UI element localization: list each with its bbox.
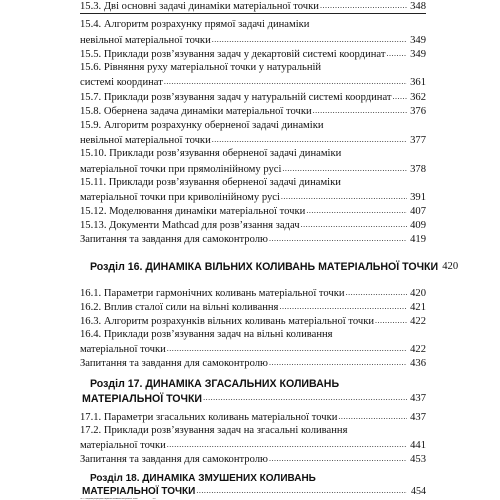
toc-entry-page: 362: [410, 92, 426, 103]
toc-entry: [80, 48, 426, 62]
toc-entry-title: 15.4. Алгоритм розрахунку прямої задачі динаміки: [80, 19, 310, 30]
toc-entry: [80, 453, 426, 467]
toc-entry-page: 348: [410, 1, 426, 12]
toc-entry-page: 436: [410, 358, 426, 369]
toc-entry-page: 422: [410, 316, 426, 327]
toc-entry-title: 15.12. Моделювання динаміки матеріальної точки: [80, 206, 306, 217]
toc-entry-title: Запитання та завдання для самоконтролю: [80, 454, 268, 465]
toc-entry: [80, 120, 426, 134]
toc-entry-title: матеріальної точки при криволінійному русі: [80, 192, 280, 203]
toc-entry-title: невільної матеріальної точки: [80, 35, 211, 46]
toc-entry-page: 441: [410, 440, 426, 451]
toc-entry: [80, 425, 426, 439]
section-page: 454: [411, 486, 426, 497]
toc-entry-title: 15.13. Документи Mathcad для розв’язання задач: [80, 220, 300, 231]
toc-entry: [80, 105, 426, 119]
dot-leader: [164, 76, 407, 88]
toc-entry-continuation: [80, 191, 426, 205]
row-divider: [80, 13, 426, 14]
toc-entry-title: 18.1. Параметри згасальних коливань матеріальної точки: [80, 498, 129, 499]
toc-entry: [80, 62, 426, 76]
toc-entry-title: 15.6. Рівняння руху матеріальної точки у натуральній: [80, 62, 322, 73]
dot-leader: [167, 343, 407, 355]
toc-entry: [80, 19, 426, 33]
toc-entry-title: Запитання та завдання для самоконтролю: [80, 358, 268, 369]
toc-entry: [80, 91, 426, 105]
toc-entry: [80, 148, 426, 162]
toc-entry: [80, 315, 426, 329]
dot-leader: [269, 357, 407, 369]
toc-entry-title: 17.1. Параметри згасальних коливань матеріальної точки: [80, 412, 338, 423]
toc-entry-page: 422: [410, 344, 426, 355]
toc-entry-page: 453: [410, 454, 426, 465]
dot-leader: [386, 48, 407, 60]
toc-entry-title: 16.4. Приклади розв’язування задач на вільні коливання: [80, 329, 333, 340]
toc-entry-title: 15.5. Приклади розв’язування задач у декартовій системі координат: [80, 49, 386, 60]
dot-leader: [196, 485, 407, 497]
dot-leader: [281, 191, 407, 203]
section-heading: [80, 378, 426, 392]
toc-entry-title: 15.11. Приклади розв’язування оберненої задачі динаміки: [80, 177, 341, 188]
toc-entry-title: 15.9. Алгоритм розрахунку оберненої задачі динаміки: [80, 120, 324, 131]
dot-leader: [167, 439, 407, 451]
toc-entry-continuation: [80, 34, 426, 48]
section-title: Розділ 16. ДИНАМІКА ВІЛЬНИХ КОЛИВАНЬ МАТЕРІАЛЬНОЇ ТОЧКИ: [90, 261, 439, 273]
toc-entry-page: 361: [410, 77, 426, 88]
toc-entry-title: 16.3. Алгоритм розрахунків вільних коливань матеріальної точки: [80, 316, 375, 327]
toc-entry-title: 17.2. Приклади розв’язування задач на згасальні коливання: [80, 425, 348, 436]
toc-entry-title: матеріальної точки: [80, 440, 166, 451]
toc-entry-title: 16.1. Параметри гармонічних коливань матеріальної точки: [80, 288, 345, 299]
toc-entry-title: 15.8. Обернена задача динаміки матеріальної точки: [80, 106, 312, 117]
toc-entry: [80, 357, 426, 371]
toc-entry-page: 437: [410, 412, 426, 423]
toc-entry-title: 15.3. Дві основні задачі динаміки матеріальної точки: [80, 1, 319, 12]
toc-entry-page: 349: [410, 49, 426, 60]
section-heading-continuation: [80, 392, 426, 406]
section-heading: [80, 260, 459, 274]
toc-entry: [80, 177, 426, 191]
section-heading-continuation: [80, 485, 426, 498]
toc-entry-page: 349: [410, 35, 426, 46]
toc-entry-title: 15.10. Приклади розв’язування оберненої задачі динаміки: [80, 148, 342, 159]
dot-leader: [313, 105, 407, 117]
dot-leader: [269, 233, 407, 245]
toc-entry-continuation: [80, 163, 426, 177]
toc-entry: [80, 205, 426, 219]
toc-entry: [80, 233, 426, 247]
toc-entry: [80, 411, 426, 425]
dot-leader: [282, 163, 407, 175]
dot-leader: [393, 91, 407, 103]
toc-entry-page: 407: [410, 206, 426, 217]
dot-leader: [212, 34, 407, 46]
toc-entry: [80, 329, 426, 343]
dot-leader: [338, 411, 407, 423]
toc-entry-title: матеріальної точки при прямолінійному русі: [80, 164, 282, 175]
toc-entry: [80, 0, 426, 14]
section-title: МАТЕРІАЛЬНОЇ ТОЧКИ: [82, 486, 196, 497]
toc-entry-page: 421: [410, 302, 426, 313]
section-title: МАТЕРІАЛЬНОЇ ТОЧКИ: [82, 393, 203, 405]
section-heading: [80, 473, 426, 485]
toc-entry: [80, 219, 426, 233]
dot-leader: [346, 287, 407, 299]
toc-entry-continuation: [80, 76, 426, 90]
toc-entry-page: 378: [410, 164, 426, 175]
toc-entry-page: 376: [410, 106, 426, 117]
toc-entry-title: 16.2. Вплив сталої сили на вільні коливання: [80, 302, 279, 313]
toc-entry: [80, 287, 426, 301]
toc-entry-page: 391: [410, 192, 426, 203]
dot-leader: [212, 134, 407, 146]
toc-entry-title: 15.7. Приклади розв’язування задач у натуральній системі координат: [80, 92, 392, 103]
toc-entry-page: 409: [410, 220, 426, 231]
section-page: 420: [442, 261, 459, 272]
dot-leader: [269, 453, 407, 465]
toc-entry-page: 454: [143, 498, 147, 499]
dot-leader: [320, 0, 407, 12]
dot-leader: [375, 315, 407, 327]
toc-entry-page: 420: [410, 288, 426, 299]
section-page: 437: [410, 393, 426, 404]
toc-entry-title: системі координат: [80, 77, 163, 88]
section-title: Розділ 18. ДИНАМІКА ЗМУШЕНИХ КОЛИВАНЬ: [90, 473, 316, 484]
toc-entry-continuation: [80, 343, 426, 357]
toc-entry-title: 18.2. Алгоритм розрахунків змушених коливань матеріальної точки: [80, 498, 138, 500]
dot-leader: [301, 219, 407, 231]
toc-entry-continuation: [80, 439, 426, 453]
toc-entry: [80, 301, 426, 315]
toc-entry-page: 419: [410, 234, 426, 245]
toc-entry-page: 459: [152, 498, 156, 500]
dot-leader: [203, 392, 407, 404]
section-title: Розділ 17. ДИНАМІКА ЗГАСАЛЬНИХ КОЛИВАНЬ: [90, 378, 340, 390]
toc-entry-continuation: [80, 134, 426, 148]
toc-entry-title: невільної матеріальної точки: [80, 135, 211, 146]
toc-entry-title: матеріальної точки: [80, 344, 166, 355]
toc-entry-title: Запитання та завдання для самоконтролю: [80, 234, 268, 245]
dot-leader: [306, 205, 407, 217]
toc-entry-page: 377: [410, 135, 426, 146]
dot-leader: [279, 301, 407, 313]
